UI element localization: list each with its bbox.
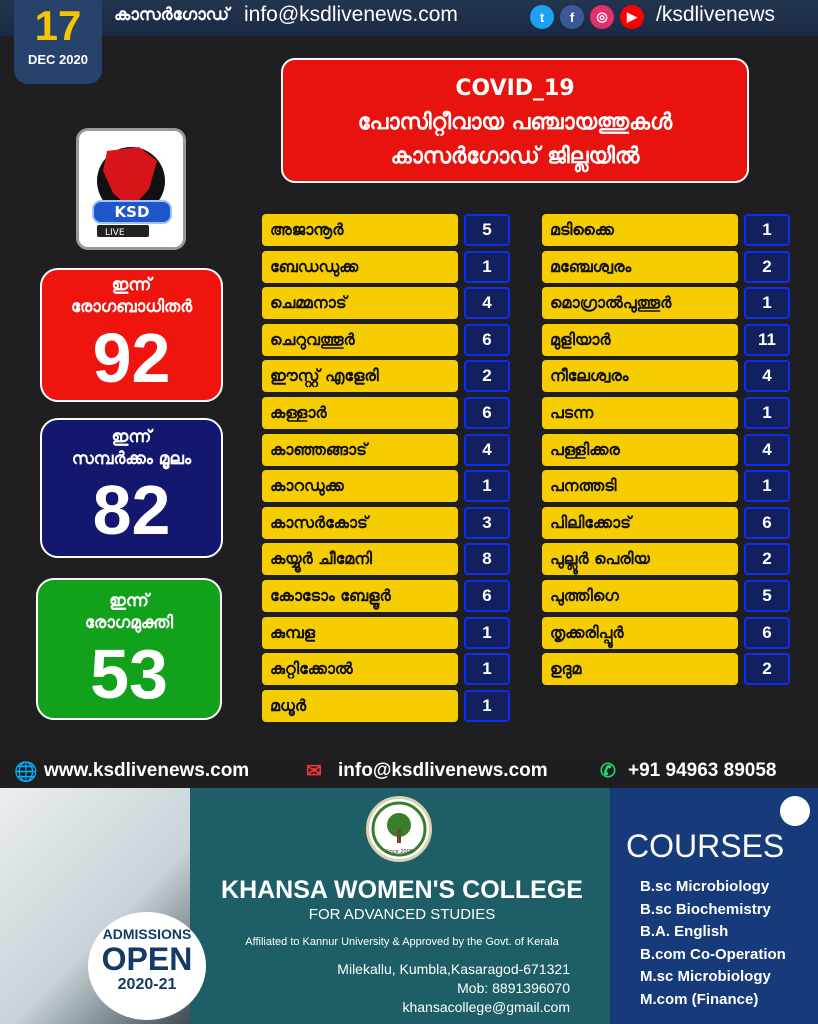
top-bar bbox=[0, 0, 818, 36]
college-email: khansacollege@gmail.com bbox=[402, 999, 570, 1015]
panchayat-row bbox=[262, 360, 510, 397]
panchayat-name: മുളിയാർ bbox=[542, 324, 738, 356]
panchayat-row bbox=[262, 653, 510, 690]
panchayat-row bbox=[262, 214, 510, 251]
footer-website[interactable]: www.ksdlivenews.com bbox=[44, 760, 250, 781]
panchayat-name: പള്ളിക്കര bbox=[542, 434, 738, 466]
panchayat-list-right bbox=[542, 214, 790, 690]
panchayat-row bbox=[542, 653, 790, 690]
footer-email[interactable]: info@ksdlivenews.com bbox=[338, 760, 548, 781]
panchayat-count: 2 bbox=[744, 251, 790, 283]
panchayat-row bbox=[542, 617, 790, 654]
stat-infected-label-2: രോഗബാധിതർ bbox=[70, 297, 193, 317]
panchayat-row bbox=[542, 287, 790, 324]
instagram-icon[interactable]: ◎ bbox=[590, 5, 614, 29]
panchayat-list-left bbox=[262, 214, 510, 726]
admissions-open: OPEN bbox=[101, 941, 193, 977]
panchayat-name: കാസർകോട് bbox=[262, 507, 458, 539]
mail-icon: ✉ bbox=[306, 761, 322, 782]
panchayat-row bbox=[262, 287, 510, 324]
course-item: B.A. English bbox=[640, 923, 729, 940]
panchayat-row bbox=[262, 434, 510, 471]
panchayat-name: മൊഗ്രാൽപുത്തൂർ bbox=[542, 287, 738, 319]
panchayat-name: ഈസ്റ്റ് എളേരി bbox=[262, 360, 458, 392]
social-handle[interactable]: /ksdlivenews bbox=[656, 3, 776, 26]
twitter-icon[interactable]: t bbox=[530, 5, 554, 29]
admissions-label: ADMISSIONS bbox=[102, 926, 192, 942]
stat-contact-value: 82 bbox=[92, 471, 171, 549]
panchayat-row bbox=[542, 397, 790, 434]
panchayat-name: പിലിക്കോട് bbox=[542, 507, 738, 539]
college-contact bbox=[300, 960, 570, 1017]
panchayat-count: 6 bbox=[744, 507, 790, 539]
panchayat-count: 4 bbox=[464, 287, 510, 319]
date-month-year: DEC 2020 bbox=[28, 52, 88, 67]
college-advertisement[interactable] bbox=[0, 788, 818, 1024]
admissions-year: 2020-21 bbox=[117, 976, 177, 993]
stat-infected bbox=[40, 268, 223, 402]
college-address: Milekallu, Kumbla,Kasaragod-671321 bbox=[337, 961, 570, 977]
panchayat-count: 5 bbox=[464, 214, 510, 246]
panchayat-name: ഉദുമ bbox=[542, 653, 738, 685]
panchayat-count: 4 bbox=[744, 360, 790, 392]
date-day: 17 bbox=[34, 2, 82, 49]
panchayat-count: 1 bbox=[464, 617, 510, 649]
crest-text: Since 2005 bbox=[385, 849, 413, 855]
panchayat-count: 2 bbox=[464, 360, 510, 392]
panchayat-name: മഞ്ചേശ്വരം bbox=[542, 251, 738, 283]
footer-phone[interactable]: +91 94963 89058 bbox=[628, 760, 777, 781]
youtube-icon[interactable]: ▶ bbox=[620, 5, 644, 29]
course-item: M.com (Finance) bbox=[640, 990, 759, 1008]
panchayat-count: 6 bbox=[744, 617, 790, 649]
panchayat-name: അജാനൂർ bbox=[262, 214, 458, 246]
panchayat-count: 1 bbox=[464, 251, 510, 283]
facebook-icon[interactable]: f bbox=[560, 5, 584, 29]
date-badge bbox=[14, 0, 102, 84]
panchayat-name: കയ്യൂർ ചീമേനി bbox=[262, 543, 458, 575]
course-item: B.com Co-Operation bbox=[640, 945, 786, 963]
contact-bar bbox=[0, 756, 818, 788]
panchayat-row bbox=[262, 251, 510, 288]
header-email[interactable]: info@ksdlivenews.com bbox=[244, 3, 458, 26]
stat-contact-label-1: ഇന്ന് bbox=[111, 427, 152, 447]
panchayat-count: 1 bbox=[464, 690, 510, 722]
panchayat-name: മടിക്കൈ bbox=[542, 214, 738, 246]
stat-contact-label-2: സമ്പർക്കം മൂലം bbox=[71, 449, 192, 469]
panchayat-row bbox=[542, 360, 790, 397]
panchayat-count: 1 bbox=[744, 214, 790, 246]
panchayat-row bbox=[262, 543, 510, 580]
panchayat-row bbox=[542, 580, 790, 617]
panchayat-row bbox=[262, 470, 510, 507]
panchayat-count: 4 bbox=[464, 434, 510, 466]
panchayat-name: കുറ്റിക്കോൽ bbox=[262, 653, 458, 685]
panchayat-row bbox=[542, 324, 790, 361]
panchayat-name: കാറഡുക്ക bbox=[262, 470, 458, 502]
stat-infected-label-1: ഇന്ന് bbox=[111, 275, 152, 295]
college-name: KHANSA WOMEN'S COLLEGE bbox=[221, 876, 583, 904]
panchayat-count: 2 bbox=[744, 543, 790, 575]
college-small-logo-icon bbox=[780, 796, 810, 826]
panchayat-name: കാഞ്ഞങ്ങാട് bbox=[262, 434, 458, 466]
college-affiliation: Affiliated to Kannur University & Approved by the Govt. of Kerala bbox=[245, 936, 559, 948]
admissions-badge bbox=[88, 912, 206, 1020]
title-line-1: COVID_19 bbox=[455, 76, 575, 101]
panchayat-count: 11 bbox=[744, 324, 790, 356]
stat-infected-value: 92 bbox=[92, 319, 171, 397]
title-line-2: പോസിറ്റീവായ പഞ്ചായത്തുകൾ bbox=[357, 110, 673, 135]
panchayat-count: 4 bbox=[744, 434, 790, 466]
globe-icon: 🌐 bbox=[14, 762, 38, 783]
panchayat-count: 3 bbox=[464, 507, 510, 539]
courses-title: COURSES bbox=[626, 828, 785, 864]
panchayat-count: 1 bbox=[744, 397, 790, 429]
college-mobile: Mob: 8891396070 bbox=[457, 980, 570, 996]
logo-text: KSD bbox=[114, 203, 150, 221]
stat-recovered bbox=[36, 578, 222, 720]
panchayat-row bbox=[262, 617, 510, 654]
panchayat-row bbox=[262, 397, 510, 434]
panchayat-name: തൃക്കരിപ്പൂർ bbox=[542, 617, 738, 649]
whatsapp-icon: ✆ bbox=[600, 761, 616, 782]
logo-sub-text: LIVE bbox=[105, 228, 125, 238]
district-label: കാസർഗോഡ് bbox=[114, 5, 230, 25]
course-item: M.sc Microbiology bbox=[640, 968, 771, 985]
panchayat-row bbox=[542, 470, 790, 507]
panchayat-row bbox=[542, 214, 790, 251]
panchayat-row bbox=[262, 580, 510, 617]
title-box bbox=[281, 58, 749, 183]
stat-recovered-value: 53 bbox=[90, 635, 168, 713]
college-crest-icon bbox=[366, 796, 432, 862]
panchayat-count: 1 bbox=[464, 470, 510, 502]
panchayat-name: പുല്ലൂർ പെരിയ bbox=[542, 543, 738, 575]
title-line-3: കാസർഗോഡ് ജില്ലയിൽ bbox=[390, 144, 640, 169]
panchayat-count: 8 bbox=[464, 543, 510, 575]
panchayat-name: കോടോം ബേളൂർ bbox=[262, 580, 458, 612]
panchayat-row bbox=[542, 543, 790, 580]
social-icons bbox=[530, 5, 644, 29]
courses-list bbox=[640, 876, 786, 1011]
panchayat-row bbox=[542, 507, 790, 544]
panchayat-name: മധൂർ bbox=[262, 690, 458, 722]
panchayat-count: 6 bbox=[464, 324, 510, 356]
course-item: B.sc Biochemistry bbox=[640, 900, 771, 918]
stat-contact bbox=[40, 418, 223, 558]
panchayat-count: 5 bbox=[744, 580, 790, 612]
panchayat-count: 6 bbox=[464, 397, 510, 429]
panchayat-row bbox=[262, 690, 510, 727]
college-subtitle: FOR ADVANCED STUDIES bbox=[308, 906, 496, 923]
panchayat-count: 1 bbox=[744, 287, 790, 319]
panchayat-row bbox=[262, 324, 510, 361]
panchayat-count: 6 bbox=[464, 580, 510, 612]
panchayat-count: 1 bbox=[744, 470, 790, 502]
panchayat-name: നീലേശ്വരം bbox=[542, 360, 738, 392]
panchayat-name: ബേഡഡുക്ക bbox=[262, 251, 458, 283]
panchayat-name: പുത്തിഗെ bbox=[542, 580, 738, 612]
panchayat-name: ചെറുവത്തൂർ bbox=[262, 324, 458, 356]
stat-recovered-label-1: ഇന്ന് bbox=[109, 591, 149, 611]
stat-recovered-label-2: രോഗമുക്തി bbox=[84, 613, 174, 633]
panchayat-row bbox=[262, 507, 510, 544]
panchayat-name: കുമ്പള bbox=[262, 617, 458, 649]
panchayat-count: 2 bbox=[744, 653, 790, 685]
course-item: B.sc Microbiology bbox=[640, 878, 770, 895]
panchayat-name: കള്ളാർ bbox=[262, 397, 458, 429]
panchayat-row bbox=[542, 251, 790, 288]
panchayat-name: ചെമ്മനാട് bbox=[262, 287, 458, 319]
panchayat-count: 1 bbox=[464, 653, 510, 685]
panchayat-name: പടന്ന bbox=[542, 397, 738, 429]
panchayat-row bbox=[542, 434, 790, 471]
panchayat-name: പനത്തടി bbox=[542, 470, 738, 502]
ksd-live-logo bbox=[76, 128, 186, 250]
